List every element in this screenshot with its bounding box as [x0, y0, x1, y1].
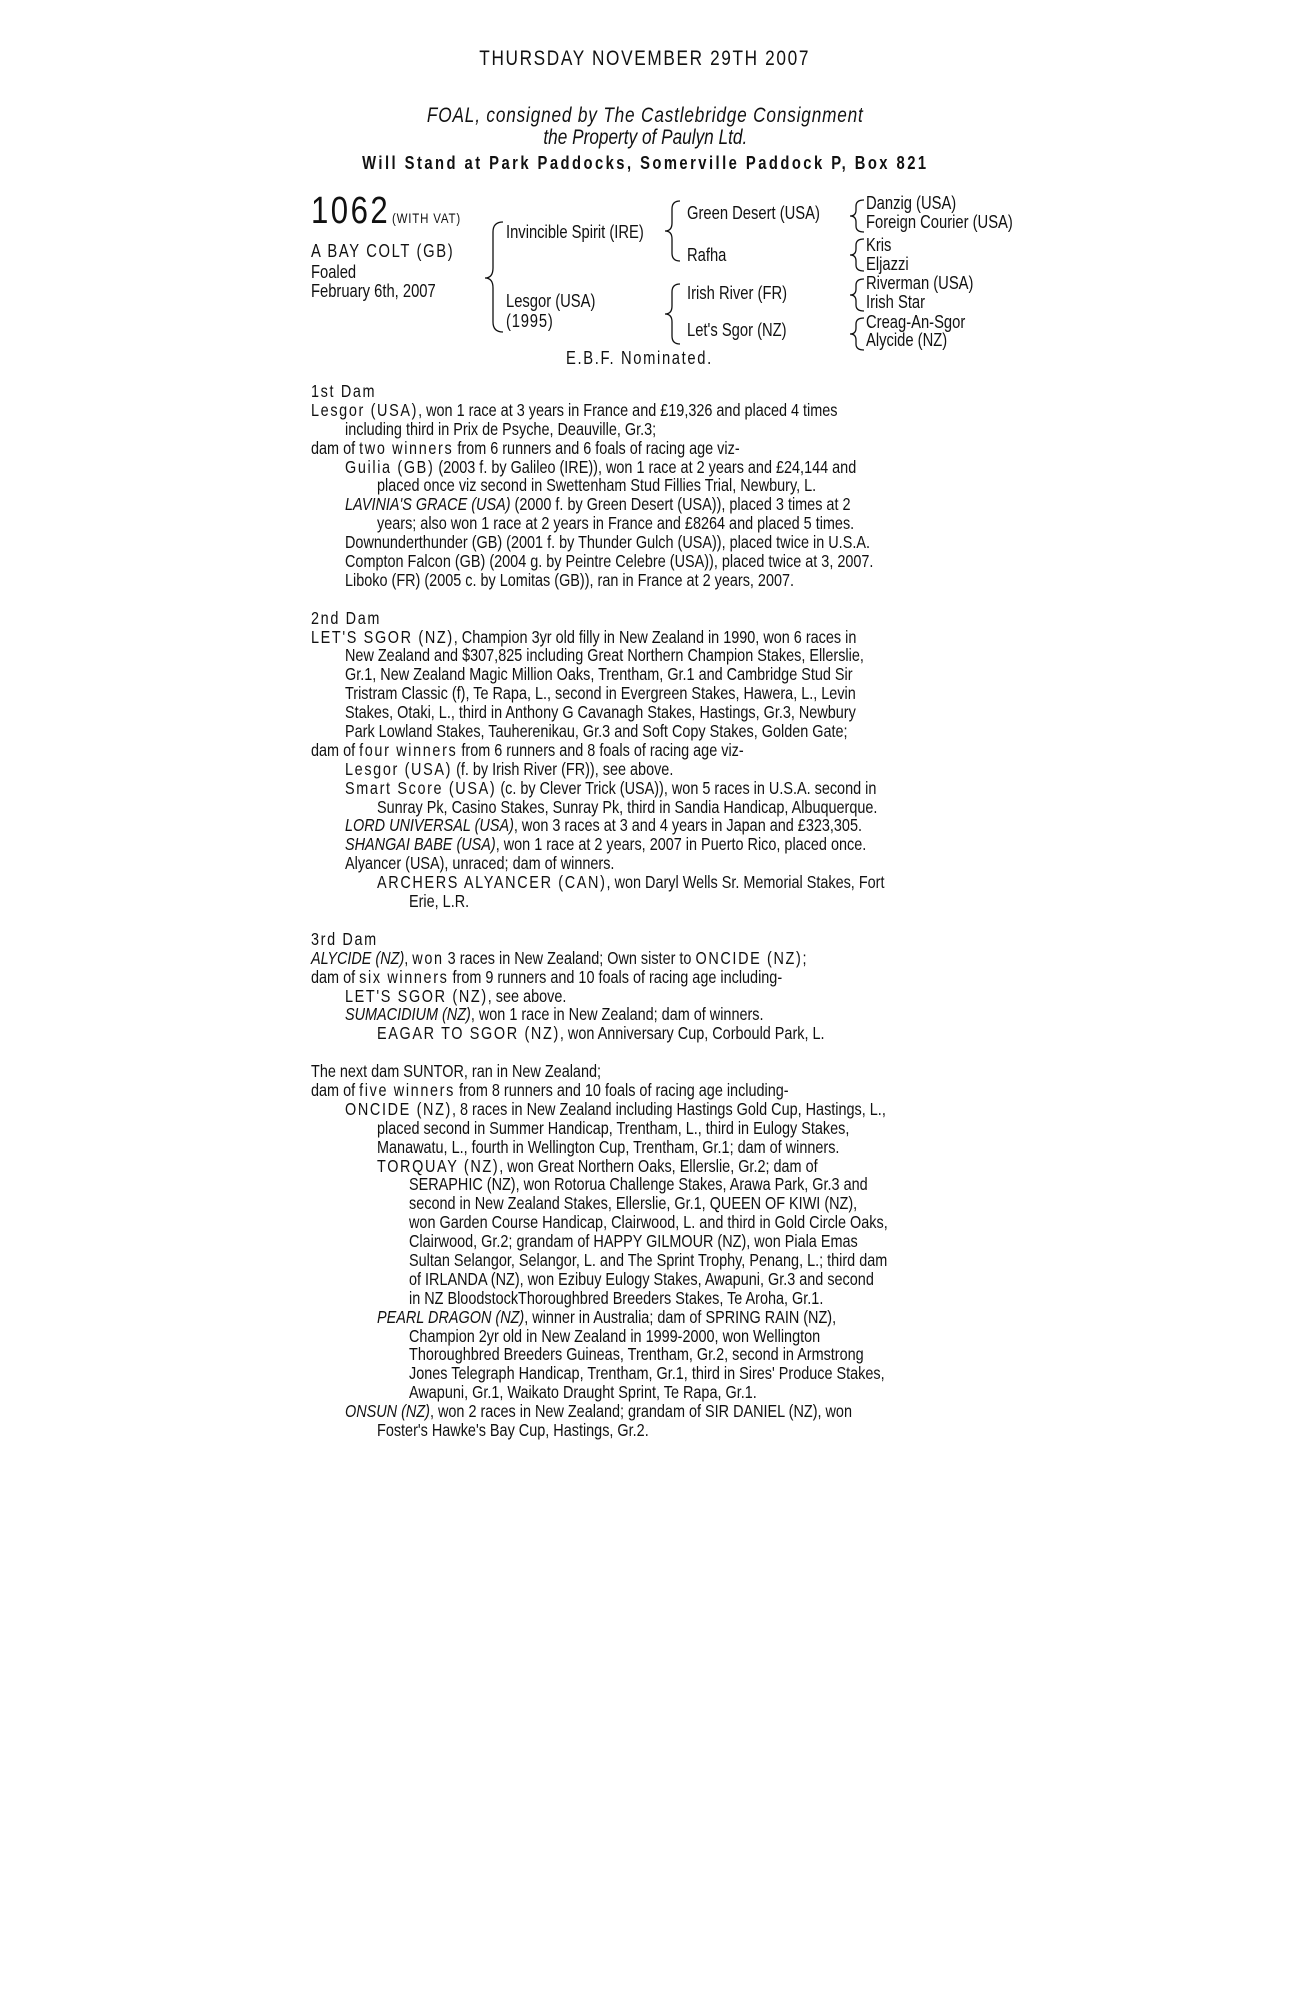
produce-item: Smart Score (USA) (c. by Clever Trick (USA)), won 5 races in U.S.A. second in — [345, 777, 877, 798]
next-dam-line: The next dam SUNTOR, ran in New Zealand; — [311, 1061, 601, 1082]
second-dam-heading: 2nd Dam — [311, 607, 382, 628]
produce-item: Lesgor (USA) (f. by Irish River (FR)), see above. — [345, 758, 674, 779]
sale-date: THURSDAY NOVEMBER 29TH 2007 — [479, 47, 811, 70]
produce-item: Downunderthunder (GB) (2001 f. by Thunder Gulch (USA)), placed twice in U.S.A. — [345, 532, 870, 553]
pedigree-dam-sire: Irish River (FR) — [687, 283, 788, 303]
pedigree-g5: Riverman (USA) — [866, 273, 974, 293]
pedigree-dam-year: (1995) — [506, 311, 554, 331]
pedigree-g8: Alycide (NZ) — [866, 330, 948, 350]
pedigree-dam-dam: Let's Sgor (NZ) — [687, 320, 787, 340]
third-dam-line: ALYCIDE (NZ), won 3 races in New Zealand; Own sister to ONCIDE (NZ); — [311, 947, 807, 968]
produce-item: ARCHERS ALYANCER (CAN), won Daryl Wells Sr. Memorial Stakes, Fort — [377, 872, 885, 893]
consignment-line: FOAL, consigned by The Castlebridge Consignment — [426, 104, 864, 127]
second-dam-line: LET'S SGOR (NZ), Champion 3yr old filly in New Zealand in 1990, won 6 races in — [311, 626, 857, 647]
property-line: the Property of Paulyn Ltd. — [543, 126, 747, 149]
first-dam-line: Lesgor (USA), won 1 race at 3 years in France and £19,326 and placed 4 times — [311, 399, 838, 420]
pedigree-g4: Eljazzi — [866, 254, 909, 274]
produce-item: Alyancer (USA), unraced; dam of winners. — [345, 853, 615, 874]
produce-item: TORQUAY (NZ), won Great Northern Oaks, Ellerslie, Gr.2; dam of — [377, 1155, 818, 1176]
produce-item: LET'S SGOR (NZ), see above. — [345, 985, 567, 1006]
pedigree-g7: Creag-An-Sgor — [866, 312, 966, 332]
produce-item: PEARL DRAGON (NZ), winner in Australia; dam of SPRING RAIN (NZ), — [377, 1306, 837, 1327]
produce-record: 1st Dam Lesgor (USA), won 1 race at 3 years in France and £19,326 and placed 4 times including third in Prix de Psyche, Deauville, Gr.3; dam of two winners from 6 runners and 6 foals of racing age viz- Guilia (GB) (2003 f. by Galileo (IRE)), won 1 race at 2 years and £24,144 and placed once viz second in Swettenham Stud Fillies Trial, Newbury, L. LAVINIA'S GRACE (USA) (2000 f. by Green Desert (USA)), placed 3 times at 2 years; also won 1 race at 2 years in France and £8264 and placed 5 times. Downunderthunder (GB) (2001 f. by Thunder Gulch (USA)), placed twice in U.S.A. Compton Falcon (GB) (2004 g. by Peintre Celebre (USA)), placed twice at 3, 2007. Liboko (FR) (2005 c. by Lomitas (GB)), ran in France at 2 years, 2007. 2nd Dam LET'S SGOR (NZ), Champion 3yr old filly in New Zealand in 1990, won 6 races in New Zealand and $307,825 including Great Northern Champion Stakes, Ellerslie, Gr.1, New Zealand Magic Million Oaks, Trentham, Gr.1 and Cambridge Stud Sir Tristram Classic (f), Te Rapa, L., second in Evergreen Stakes, Hawera, L., Levin Stakes, Otaki, L., third in Anthony G Cavanagh Stakes, Hastings, Gr.3, Newbury Park Lowland Stakes, Tauherenikau, Gr.3 and Soft Copy Stakes, Golden Gate; dam of four winners from 6 runners and 8 foals of racing age viz- Lesgor (USA) (f. by Irish River (FR)), see above. Smart Score (USA) (c. by Clever Trick (USA)), won 5 races in U.S.A. second in Sunray Pk, Casino Stakes, Sunray Pk, third in Sandia Handicap, Albuquerque. LORD UNIVERSAL (USA), won 3 races at 3 and 4 years in Japan and £323,305. SHANGAI BABE (USA), won 1 race at 2 years, 2007 in Puerto Rico, placed once. Alyancer (USA), unraced; dam of winners. ARCHERS ALYANCER (CAN), won Daryl Wells Sr. Memorial Stakes, Fort Erie, L.R. 3rd Dam ALYCIDE (NZ), won 3 races in New Zealand; Own sister to ONCIDE (NZ); dam of six winners from 9 runners and 10 foals of racing age including- LET'S SGOR (NZ), see above. SUMACIDIUM (NZ), won 1 race in New Zealand; dam of winners. EAGAR TO SGOR (NZ), won Anniversary Cup, Corbould Park, L. The next dam SUNTOR, ran in New Zealand; dam of five winners from 8 runners and 10 foals of racing age including- ONCIDE (NZ), 8 races in New Zealand including Hastings Gold Cup, Hastings, L., placed second in Summer Handicap, Trentham, L., third in Eulogy Stakes, Manawatu, L., fourth in Wellington Cup, Trentham, Gr.1; dam of winners. TORQUAY (NZ), won Great Northern Oaks, Ellerslie, Gr.2; dam of SERAPHIC (NZ), won Rotorua Challenge Stakes, Arawa Park, Gr.3 and second in New Zealand Stakes, Ellerslie, Gr.1, QUEEN OF KIWI (NZ), won Garden Course Handicap, Clairwood, L. and third in Gold Circle Oaks, Clairwood, Gr.2; grandam of HAPPY GILMOUR (NZ), won Piala Emas Sultan Selangor, Selangor, L. and The Sprint Trophy, Penang, L.; third dam of IRLANDA (NZ), won Ezibuy Eulogy Stakes, Awapuni, Gr.3 and second in NZ BloodstockThoroughbred Breeders Stakes, Te Aroha, Gr.1. PEARL DRAGON (NZ), winner in Australia; dam of SPRING RAIN (NZ), Champion 2yr old in New Zealand in 1999-2000, won Wellington Thoroughbred Breeders Guineas, Trentham, Gr.2, second in Armstrong Jones Telegraph Handicap, Trentham, Gr.1, third in Sires' Produce Stakes, Awapuni, Gr.1, Waikato Draught Sprint, Te Rapa, Gr.1. ONSUN (NZ), won 2 races in New Zealand; grandam of SIR DANIEL (NZ), won Foster's Hawke's Bay Cup, Hastings, Gr.2. — [311, 382, 991, 1440]
produce-item: SUMACIDIUM (NZ), won 1 race in New Zealand; dam of winners. — [345, 1004, 764, 1025]
foaled-label: Foaled — [311, 262, 357, 282]
lot-number: 1062 — [311, 190, 391, 232]
produce-item: ONSUN (NZ), won 2 races in New Zealand; grandam of SIR DANIEL (NZ), won — [345, 1401, 852, 1422]
ebf-nominated: E.B.F. Nominated. — [566, 348, 713, 368]
lot-description: A BAY COLT (GB) — [311, 241, 455, 261]
produce-item: LORD UNIVERSAL (USA), won 3 races at 3 and 4 years in Japan and £323,305. — [345, 815, 862, 836]
pedigree-sire-sire: Green Desert (USA) — [687, 203, 820, 223]
pedigree-dam: Lesgor (USA) — [506, 291, 596, 311]
produce-item: Guilia (GB) (2003 f. by Galileo (IRE)), won 1 race at 2 years and £24,144 and — [345, 456, 857, 477]
pedigree-g3: Kris — [866, 235, 892, 255]
pedigree-g1: Danzig (USA) — [866, 193, 957, 213]
pedigree-sire: Invincible Spirit (IRE) — [506, 222, 644, 242]
foaled-date: February 6th, 2007 — [311, 281, 436, 301]
pedigree-braces — [0, 0, 1290, 380]
produce-item: EAGAR TO SGOR (NZ), won Anniversary Cup, Corbould Park, L. — [377, 1023, 825, 1044]
produce-item: SHANGAI BABE (USA), won 1 race at 2 years, 2007 in Puerto Rico, placed once. — [345, 834, 867, 855]
pedigree-g6: Irish Star — [866, 292, 926, 312]
produce-item: Liboko (FR) (2005 c. by Lomitas (GB)), ran in France at 2 years, 2007. — [345, 569, 795, 590]
third-dam-heading: 3rd Dam — [311, 928, 378, 949]
stand-location: Will Stand at Park Paddocks, Somerville Paddock P, Box 821 — [361, 153, 929, 173]
lot-vat: (WITH VAT) — [392, 210, 461, 226]
pedigree-sire-dam: Rafha — [687, 245, 727, 265]
pedigree-g2: Foreign Courier (USA) — [866, 212, 1013, 232]
produce-item: ONCIDE (NZ), 8 races in New Zealand including Hastings Gold Cup, Hastings, L., — [345, 1098, 886, 1119]
produce-item: Compton Falcon (GB) (2004 g. by Peintre Celebre (USA)), placed twice at 3, 2007. — [345, 551, 874, 572]
first-dam-heading: 1st Dam — [311, 381, 377, 401]
produce-item: LAVINIA'S GRACE (USA) (2000 f. by Green Desert (USA)), placed 3 times at 2 — [345, 494, 851, 515]
